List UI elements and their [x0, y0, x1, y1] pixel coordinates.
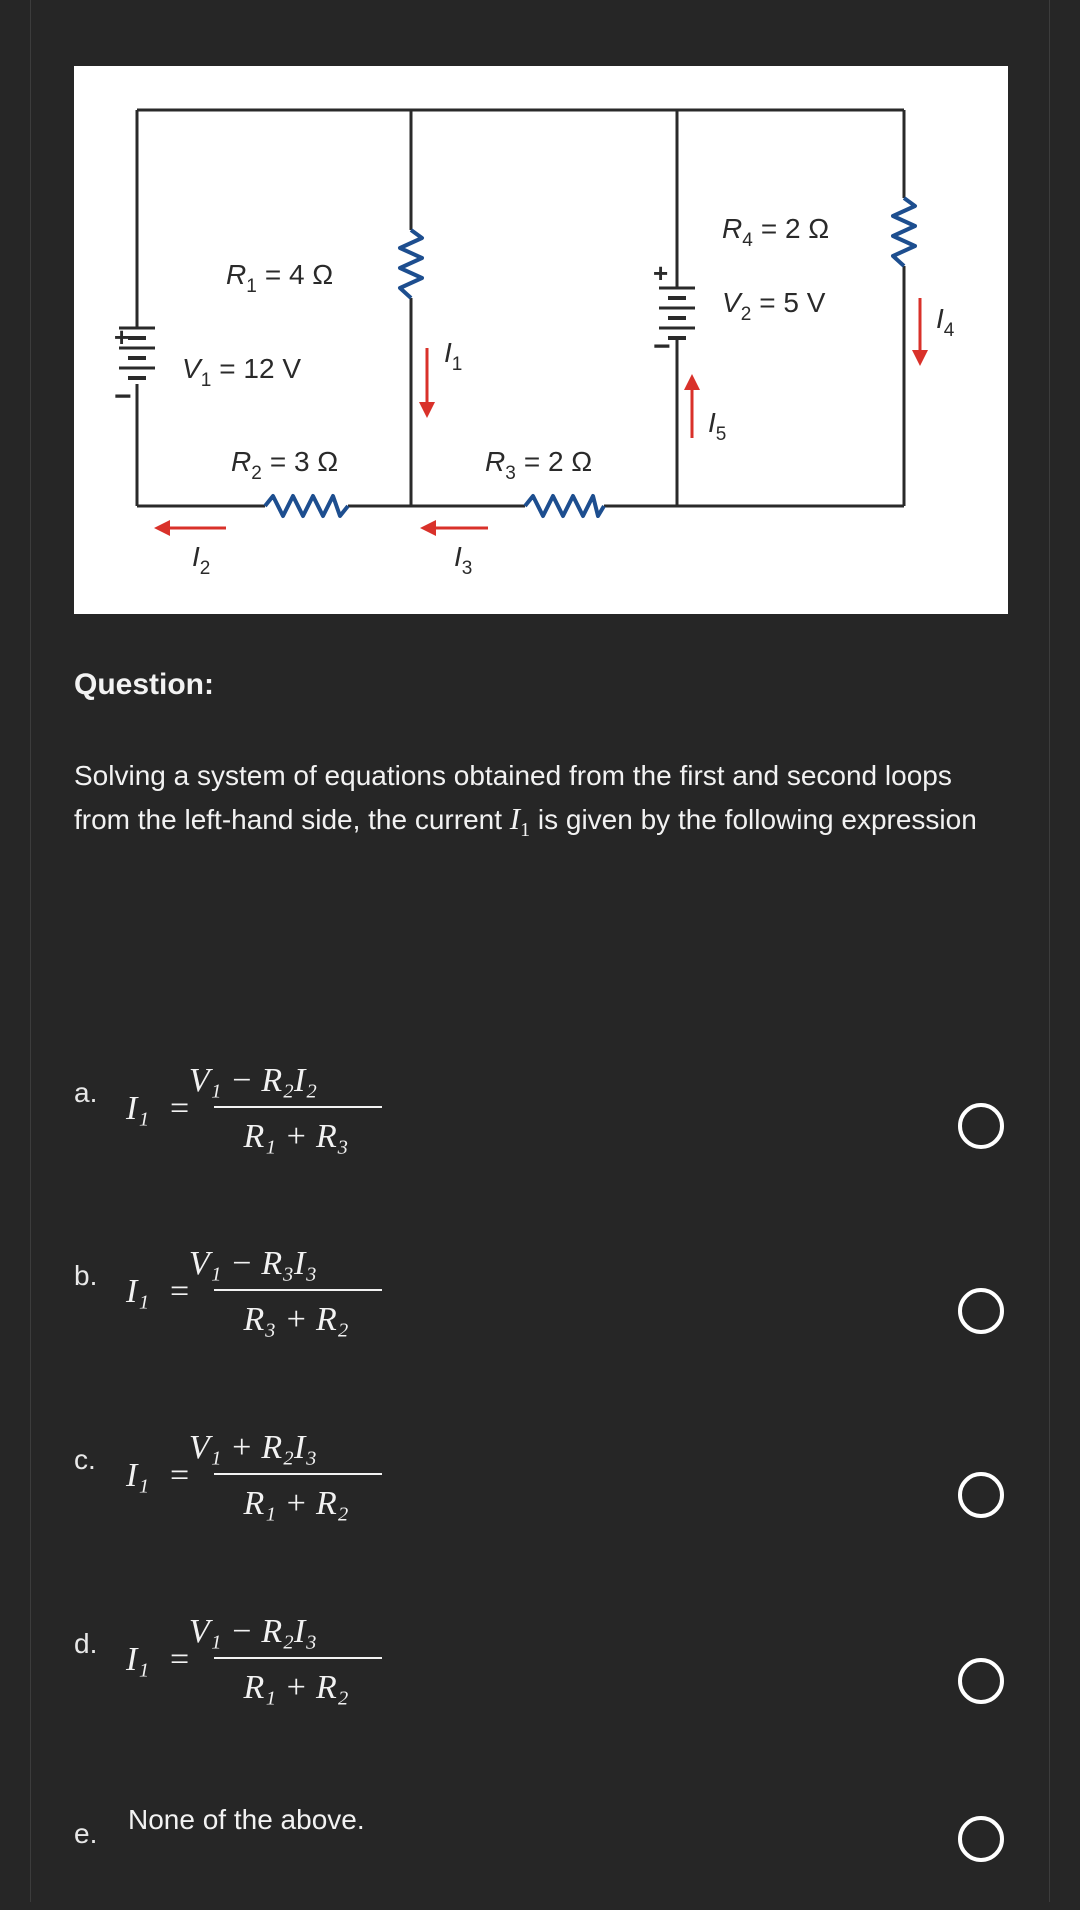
svg-text:=: =: [170, 1641, 190, 1678]
resistor-r1-icon: [400, 230, 422, 298]
label-r3: $R_3 = 2$ Ω: [485, 446, 593, 484]
svg-text:I₁: I₁: [126, 1457, 150, 1494]
option-b-radio[interactable]: [958, 1288, 1004, 1334]
option-c[interactable]: [0, 1422, 1080, 1532]
svg-text:V₁ + R₂I₃: V₁ + R₂I₃: [188, 1429, 318, 1466]
svg-text:R₁ + R₂: R₁ + R₂: [243, 1669, 349, 1706]
v1-minus-sign: −: [114, 380, 132, 413]
current-arrow-i1-icon: [419, 348, 435, 418]
question-text: [74, 754, 1014, 852]
option-a-formula: [126, 1055, 406, 1165]
option-a[interactable]: [0, 1055, 1080, 1165]
question-label: Question:: [74, 668, 214, 701]
svg-text:V₁ − R₃I₃: V₁ − R₃I₃: [188, 1245, 318, 1282]
circuit-svg: [74, 66, 1008, 614]
option-c-radio[interactable]: [958, 1472, 1004, 1518]
label-i2: $I_2$: [192, 541, 211, 579]
svg-text:=: =: [170, 1273, 190, 1310]
circuit-diagram: [74, 66, 1008, 614]
option-e-text: None of the above.: [128, 1804, 365, 1835]
v2-plus-sign: +: [653, 258, 669, 288]
label-r4: $R_4 = 2$ Ω: [722, 213, 830, 251]
option-letter: d.: [74, 1628, 98, 1659]
svg-text:I₁: I₁: [126, 1641, 150, 1678]
option-e-radio[interactable]: [958, 1816, 1004, 1862]
option-b-formula: [126, 1238, 406, 1348]
option-e[interactable]: [0, 1800, 1080, 1910]
option-c-formula: [126, 1422, 406, 1532]
option-letter: c.: [74, 1444, 96, 1475]
option-d[interactable]: [0, 1606, 1080, 1716]
svg-text:=: =: [170, 1090, 190, 1127]
resistor-r2-icon: [265, 496, 348, 516]
svg-text:R₃ + R₂: R₃ + R₂: [243, 1301, 349, 1338]
svg-text:I₁: I₁: [126, 1273, 150, 1310]
option-letter: a.: [74, 1077, 98, 1108]
svg-text:I₁: I₁: [126, 1090, 150, 1127]
v2-minus-sign: −: [653, 330, 671, 363]
option-d-radio[interactable]: [958, 1658, 1004, 1704]
v1-plus-sign: +: [114, 322, 130, 352]
current-arrow-i5-icon: [684, 374, 700, 438]
question-text-part2: is given by the following expression: [530, 804, 977, 835]
svg-text:R₁ + R₂: R₁ + R₂: [243, 1485, 349, 1522]
current-arrow-i3-icon: [420, 520, 488, 536]
label-i3: $I_3$: [454, 541, 473, 579]
svg-text:V₁ − R₂I₃: V₁ − R₂I₃: [188, 1613, 318, 1650]
question-text-part1: Solving a system of equations obtained from the first and second loops from the left-hand side, the current: [74, 760, 952, 835]
label-v1: $V_1 = 12$ V: [182, 353, 301, 391]
label-i5: $I_5$: [708, 407, 727, 445]
current-arrow-i4-icon: [912, 298, 928, 366]
label-i1: $I_1$: [444, 337, 463, 375]
question-math-i1: $I_1$: [509, 801, 531, 842]
option-letter: e.: [74, 1818, 98, 1849]
current-arrow-i2-icon: [154, 520, 226, 536]
resistor-r4-icon: [893, 198, 915, 266]
label-v2: $V_2 = 5$ V: [722, 287, 826, 325]
label-r2: $R_2 = 3$ Ω: [231, 446, 339, 484]
svg-text:R₁ + R₃: R₁ + R₃: [243, 1118, 349, 1155]
label-i4: $I_4$: [936, 303, 955, 341]
svg-text:V₁ − R₂I₂: V₁ − R₂I₂: [188, 1062, 318, 1099]
option-a-radio[interactable]: [958, 1103, 1004, 1149]
option-d-formula: [126, 1606, 406, 1716]
option-b[interactable]: [0, 1238, 1080, 1348]
svg-text:=: =: [170, 1457, 190, 1494]
label-r1: $R_1 = 4$ Ω: [226, 259, 334, 297]
option-letter: b.: [74, 1260, 98, 1291]
resistor-r3-icon: [525, 496, 604, 516]
